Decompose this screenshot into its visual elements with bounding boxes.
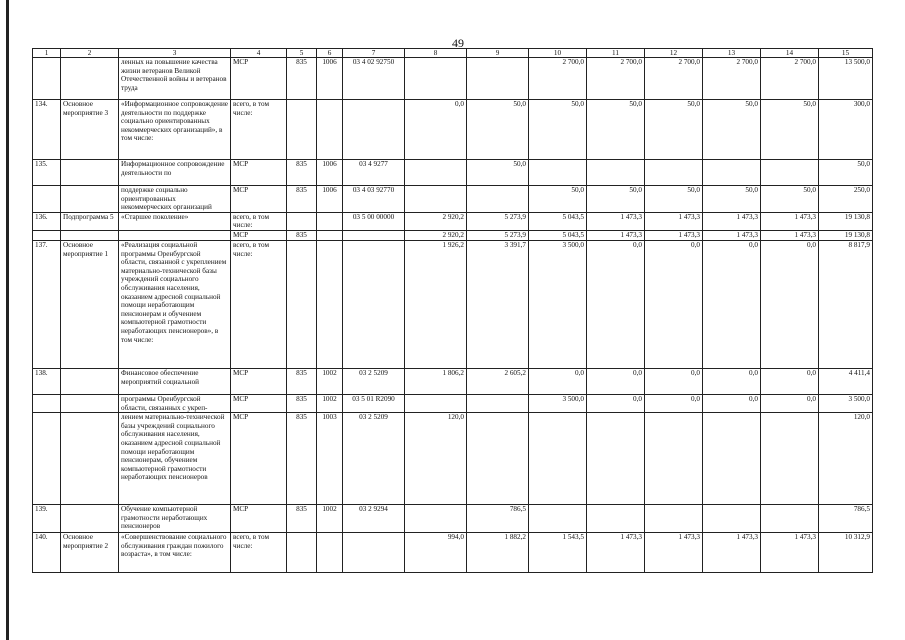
table-cell [61,58,119,100]
table-cell [61,413,119,505]
table-cell [343,230,405,240]
table-cell: 2 700,0 [587,58,645,100]
table-row [33,160,873,186]
table-cell: 1 543,5 [529,533,587,573]
table-cell: МСР [231,186,287,213]
table-cell: 3 500,0 [529,240,587,368]
table-cell: 137. [33,240,61,368]
table-cell: всего, в том числе: [231,100,287,160]
table-cell [467,413,529,505]
table-cell [761,160,819,186]
table-cell: 5 043,5 [529,212,587,230]
table-cell: 3 500,0 [529,394,587,412]
table-cell: 5 273,9 [467,212,529,230]
table-cell [33,186,61,213]
table-cell [529,160,587,186]
table-cell [287,100,317,160]
table-cell [33,413,61,505]
table-cell: 835 [287,160,317,186]
table-cell: 138. [33,368,61,394]
table-cell: 50,0 [529,186,587,213]
table-cell [61,230,119,240]
column-header: 6 [317,49,343,58]
table-cell: 50,0 [703,186,761,213]
page-number: 49 [452,36,464,50]
table-row [33,394,873,412]
table-cell: 03 2 5209 [343,368,405,394]
table-cell: 1 473,3 [587,212,645,230]
table-cell: 0,0 [645,394,703,412]
column-header: 14 [761,49,819,58]
column-header: 11 [587,49,645,58]
table-cell: 2 700,0 [529,58,587,100]
table-cell [645,505,703,533]
table-cell: 1 473,3 [703,230,761,240]
table-cell: 0,0 [405,100,467,160]
table-cell [343,533,405,573]
table-cell: 2 700,0 [703,58,761,100]
table-cell: МСР [231,368,287,394]
table-cell: 1006 [317,186,343,213]
table-cell [467,394,529,412]
table-cell: 0,0 [761,240,819,368]
table-cell [587,505,645,533]
table-cell [61,186,119,213]
table-cell [287,533,317,573]
table-cell: 1006 [317,160,343,186]
table-cell: 1006 [317,58,343,100]
table-cell: Основное мероприятие 3 [61,100,119,160]
table-cell: 19 130,8 [819,230,873,240]
table-cell: 1003 [317,413,343,505]
table-cell [703,505,761,533]
table-cell: 1 806,2 [405,368,467,394]
column-header: 12 [645,49,703,58]
column-header: 8 [405,49,467,58]
table-cell: 1 473,3 [645,533,703,573]
table-cell: 1002 [317,368,343,394]
table-cell [405,186,467,213]
table-cell: 835 [287,413,317,505]
table-cell: 50,0 [467,160,529,186]
table-cell [61,505,119,533]
table-cell [529,413,587,505]
column-header: 2 [61,49,119,58]
table-cell: 2 700,0 [645,58,703,100]
table-cell: 135. [33,160,61,186]
table-cell: 1 473,3 [587,230,645,240]
table-cell: 0,0 [761,394,819,412]
table-cell [287,240,317,368]
table-cell [33,394,61,412]
table-cell [587,160,645,186]
table-row [33,58,873,100]
table-cell: 136. [33,212,61,230]
table-cell [645,160,703,186]
table-cell: 03 4 02 92750 [343,58,405,100]
table-row [33,413,873,505]
table-cell: 0,0 [587,368,645,394]
table-cell: Информационное сопровождение деятельности по [119,160,231,186]
table-cell: 50,0 [645,186,703,213]
table-cell [405,505,467,533]
table-cell: МСР [231,394,287,412]
table-cell: ленных на повышение качества жизни ветеранов Великой Отечественной войны и ветеранов труда [119,58,231,100]
table-cell: 0,0 [703,240,761,368]
table-cell: 835 [287,230,317,240]
table-cell: 835 [287,505,317,533]
table-cell [587,413,645,505]
table-cell [287,212,317,230]
table-cell: 1 473,3 [703,212,761,230]
table-cell: 03 5 01 R2090 [343,394,405,412]
table-row [33,230,873,240]
table-cell: поддержке социально ориентированных некоммерческих организаций [119,186,231,213]
table-cell: всего, в том числе: [231,212,287,230]
table-cell: 50,0 [587,100,645,160]
table-cell: Подпрограмма 5 [61,212,119,230]
table-cell: 250,0 [819,186,873,213]
table-cell: 300,0 [819,100,873,160]
table-cell: 13 500,0 [819,58,873,100]
table-cell: МСР [231,413,287,505]
header-row [33,49,873,58]
table-cell [405,58,467,100]
table-cell: 3 500,0 [819,394,873,412]
table-cell: 140. [33,533,61,573]
table-cell: «Совершенствование социального обслуживания граждан пожилого возраста», в том числе: [119,533,231,573]
table-cell: 0,0 [703,368,761,394]
table-cell: 2 700,0 [761,58,819,100]
column-header: 1 [33,49,61,58]
table-cell: 50,0 [529,100,587,160]
table-cell: 835 [287,58,317,100]
table-cell: 2 920,2 [405,212,467,230]
table-cell: «Старшее поколение» [119,212,231,230]
table-cell: 0,0 [529,368,587,394]
table-cell: 50,0 [467,100,529,160]
table-row [33,100,873,160]
table-cell: 1 473,3 [645,212,703,230]
table-cell: Основное мероприятие 1 [61,240,119,368]
table-cell: 50,0 [761,186,819,213]
table-cell: 50,0 [587,186,645,213]
table-cell: 994,0 [405,533,467,573]
table-cell: 03 5 00 00000 [343,212,405,230]
table-cell [61,160,119,186]
table-cell: программы Оренбургской области, связанных с укреп- [119,394,231,412]
table-cell [467,186,529,213]
column-header: 7 [343,49,405,58]
table-cell: 19 130,8 [819,212,873,230]
table-cell: 0,0 [761,368,819,394]
table-cell: МСР [231,58,287,100]
table-cell [343,100,405,160]
table-cell: Финансовое обеспечение мероприятий социальной [119,368,231,394]
table-cell: 0,0 [703,394,761,412]
table-cell: 1002 [317,394,343,412]
table-row [33,368,873,394]
table-cell [317,230,343,240]
table-cell: 50,0 [819,160,873,186]
table-cell: 134. [33,100,61,160]
budget-table [32,48,873,573]
table-cell: 5 043,5 [529,230,587,240]
table-cell [317,533,343,573]
table-cell: МСР [231,160,287,186]
column-header: 15 [819,49,873,58]
table-cell: 786,5 [467,505,529,533]
table-cell: 0,0 [587,394,645,412]
table-cell: 10 312,9 [819,533,873,573]
table-cell [61,394,119,412]
table-cell: 1 473,3 [761,230,819,240]
table-cell: 2 605,2 [467,368,529,394]
table-cell: 0,0 [587,240,645,368]
table-cell: всего, в том числе: [231,533,287,573]
table-cell: 1 926,2 [405,240,467,368]
column-header: 5 [287,49,317,58]
table-cell [761,413,819,505]
table-cell: 0,0 [645,368,703,394]
table-cell: 5 273,9 [467,230,529,240]
table-cell: лением материально-технической базы учреждений социального обслуживания населения, оказанием адресной социальной помощи неработающим пенсионерам, обучением компьютерной грамотности неработающих пенсионеров [119,413,231,505]
table-cell: 4 411,4 [819,368,873,394]
table-cell: МСР [231,505,287,533]
table-cell [317,212,343,230]
table-cell [529,505,587,533]
table-cell: 1 473,3 [645,230,703,240]
table-cell: 03 4 03 92770 [343,186,405,213]
column-header: 3 [119,49,231,58]
table-cell [343,240,405,368]
table-cell: 50,0 [761,100,819,160]
table-cell [317,100,343,160]
table-cell [317,240,343,368]
table-cell: 2 920,2 [405,230,467,240]
table-cell [61,368,119,394]
table-cell: Основное мероприятие 2 [61,533,119,573]
scan-edge [6,0,9,640]
table-cell: 1002 [317,505,343,533]
table-row [33,240,873,368]
table-cell [405,394,467,412]
table-cell: 03 4 9277 [343,160,405,186]
table-row [33,212,873,230]
table-cell: 120,0 [819,413,873,505]
table-cell: МСР [231,230,287,240]
table-cell: 3 391,7 [467,240,529,368]
table-cell: 1 473,3 [761,212,819,230]
column-header: 10 [529,49,587,58]
table-row [33,505,873,533]
table-cell [33,230,61,240]
table-cell [703,413,761,505]
table-cell: 786,5 [819,505,873,533]
table-cell [761,505,819,533]
table-cell: 835 [287,368,317,394]
table-cell [645,413,703,505]
table-cell: 50,0 [703,100,761,160]
table-cell: 1 473,3 [587,533,645,573]
table-cell: 835 [287,394,317,412]
table-cell: «Информационное сопровождение деятельности по поддержке социально ориентированных некоммерческих организаций», в том числе: [119,100,231,160]
table-cell: 139. [33,505,61,533]
table-cell: 03 2 9294 [343,505,405,533]
table-cell: 50,0 [645,100,703,160]
table-cell: всего, в том числе: [231,240,287,368]
column-header: 9 [467,49,529,58]
table-row [33,533,873,573]
table-cell: 0,0 [645,240,703,368]
table-cell: 1 882,2 [467,533,529,573]
table-cell [405,160,467,186]
table-cell: Обучение компьютерной грамотности неработающих пенсионеров [119,505,231,533]
table-cell: 1 473,3 [703,533,761,573]
table-cell: 835 [287,186,317,213]
table-cell [33,58,61,100]
column-header: 4 [231,49,287,58]
table-cell [119,230,231,240]
table-row [33,186,873,213]
table-cell [467,58,529,100]
column-header: 13 [703,49,761,58]
table-cell: 120,0 [405,413,467,505]
table-cell: 1 473,3 [761,533,819,573]
table-cell [703,160,761,186]
table-cell: «Реализация социальной программы Оренбургской области, связанной с укреплением материально-технической базы учреждений социального обслуживания населения, оказанием адресной социальной помощи неработающим пенсионерам и обучением компьютерной грамотности неработающих пенсионеров», в том числе: [119,240,231,368]
table-cell: 8 817,9 [819,240,873,368]
table-cell: 03 2 5209 [343,413,405,505]
